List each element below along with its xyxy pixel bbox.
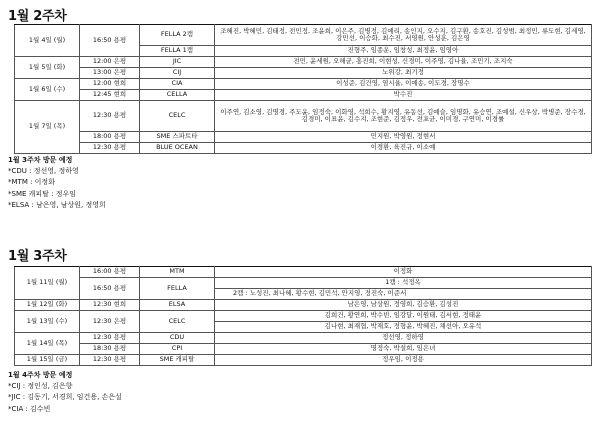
time-cell: 12:30 용평: [80, 143, 140, 154]
names-cell: 남은영, 남상원, 정영희, 김승환, 김성진: [215, 300, 592, 311]
date-cell: 1월 4일 (월): [15, 25, 80, 57]
date-cell: 1월 5일 (화): [15, 57, 80, 79]
date-cell: 1월 6일 (수): [15, 79, 80, 101]
week3-visit-notes: [8, 155, 106, 211]
week3-schedule-table: [14, 266, 592, 366]
time-cell: 16:00 용평: [80, 267, 140, 278]
table-row: [15, 143, 592, 154]
table-row: [15, 333, 592, 344]
date-cell: 1월 13일 (수): [15, 311, 80, 333]
names-cell: 이성준, 김건영, 염시율, 이예송, 이도경, 장명수: [215, 79, 592, 90]
program-cell: JIC: [140, 57, 215, 68]
program-cell: BLUE OCEAN: [140, 143, 215, 154]
week2-schedule-table: [14, 24, 592, 154]
time-cell: 18:00 용평: [80, 132, 140, 143]
program-cell: FELLA: [140, 278, 215, 300]
program-cell: CELC: [140, 311, 215, 333]
program-cell: CIJ: [140, 68, 215, 79]
names-cell: 정선영, 정하영: [215, 333, 592, 344]
program-cell: CPI: [140, 344, 215, 355]
table-row: [15, 132, 592, 143]
week2-heading: 1월 2주차: [8, 9, 67, 24]
program-cell: FELLA 2캠: [140, 25, 215, 46]
names-cell: 민지원, 박영원, 정현서: [215, 132, 592, 143]
names-cell: 1캠 : 석정옥: [215, 278, 592, 289]
time-cell: 12:30 은평: [80, 311, 140, 333]
table-row: [15, 344, 592, 355]
program-cell: CELC: [140, 101, 215, 132]
time-cell: 12:00 은평: [80, 57, 140, 68]
program-cell: SME 스파트타: [140, 132, 215, 143]
time-cell: 12:45 현희: [80, 90, 140, 101]
time-cell: 12:30 용평: [80, 101, 140, 132]
names-cell: 박수진: [215, 90, 592, 101]
names-cell: 이주연, 김소영, 김명경, 주도윤, 임정숙, 이화영, 석희수, 황지영, 유동선, 김예슬, 임명화, 유승연, 조예설, 신우상, 박병준, 장수경, 김경미, 이표윤, 김수지, 조현준, 김정우, 전포균, 이미경, 구연미, 이경률: [215, 101, 592, 132]
program-cell: MTM: [140, 267, 215, 278]
table-row: [15, 311, 592, 322]
table-row: [15, 79, 592, 90]
date-cell: 1월 7일 (목): [15, 101, 80, 154]
names-cell: 노위강, 최기정: [215, 68, 592, 79]
table-row: [15, 68, 592, 79]
time-cell: 18:30 용평: [80, 344, 140, 355]
program-cell: ELSA: [140, 300, 215, 311]
date-cell: 1월 12일 (화): [15, 300, 80, 311]
table-row: [15, 267, 592, 278]
note-item: *JIC : 김동기, 서경희, 임건용, 손은설: [8, 393, 122, 402]
names-cell: 전민, 윤세원, 오해균, 홍진희, 이현성, 신경미, 이주영, 김나율, 조민기, 조지숙: [215, 57, 592, 68]
names-cell: 2캠 : 노성진, 최나혜, 황수현, 김민석, 안지영, 정진숙, 이준서: [215, 289, 592, 300]
program-cell: CIA: [140, 79, 215, 90]
names-cell: 조혜진, 박혜민, 김태정, 전민정, 조윤희, 이은주, 김병정, 김예리, 송인지, 오수지, 김구환, 송호진, 김성범, 최정민, 류도현, 김세영, 강민선, 이승화, 최수진, 서영원, 안성훈, 김은영: [215, 25, 592, 46]
names-cell: 김희건, 황연희, 박수빈, 임강달, 이원태, 김서현, 정태윤: [215, 311, 592, 322]
time-cell: 13:00 은평: [80, 68, 140, 79]
table-row: [15, 300, 592, 311]
week4-visit-notes: [8, 370, 122, 415]
names-cell: 김나현, 최재협, 박재호, 정형윤, 박혜진, 채선아, 오유석: [215, 322, 592, 333]
program-cell: CELLA: [140, 90, 215, 101]
names-cell: 이경환, 육진규, 이소예: [215, 143, 592, 154]
time-cell: 16:50 용평: [80, 278, 140, 300]
note-item: *CIJ : 정인성, 김은향: [8, 382, 73, 391]
names-cell: 이정화: [215, 267, 592, 278]
note-item: *CDU : 정선영, 정하영: [8, 167, 79, 176]
program-cell: SME 캐피탈: [140, 355, 215, 366]
time-cell: 12:30 용평: [80, 355, 140, 366]
note-item: *SME 캐피탈 : 정우임: [8, 189, 77, 198]
notes-title: 1월 4주차 방문 예정: [8, 371, 73, 379]
date-cell: 1월 11일 (월): [15, 267, 80, 300]
table-row: [15, 90, 592, 101]
date-cell: 1월 15일 (금): [15, 355, 80, 366]
note-item: *CIA : 김수빈: [8, 404, 51, 413]
names-cell: 진형주, 임종운, 임창성, 최정윤, 임영아: [215, 46, 592, 57]
table-row: [15, 101, 592, 132]
names-cell: 정우임, 이정용: [215, 355, 592, 366]
program-cell: CDU: [140, 333, 215, 344]
date-cell: 1월 14일 (목): [15, 333, 80, 355]
time-cell: 16:50 용평: [80, 25, 140, 57]
table-row: [15, 355, 592, 366]
table-row: [15, 25, 592, 46]
program-cell: FELLA 1캠: [140, 46, 215, 57]
notes-title: 1월 3주차 방문 예정: [8, 156, 73, 164]
table-row: [15, 278, 592, 289]
note-item: *ELSA : 남은영, 남상원, 정영희: [8, 200, 106, 209]
table-row: [15, 57, 592, 68]
names-cell: 명정숙, 박설희, 임은녀: [215, 344, 592, 355]
time-cell: 12:30 현희: [80, 300, 140, 311]
time-cell: 12:00 현희: [80, 79, 140, 90]
week3-heading: 1월 3주차: [8, 249, 67, 264]
time-cell: 12:30 용평: [80, 333, 140, 344]
note-item: *MTM : 이정화: [8, 178, 55, 187]
